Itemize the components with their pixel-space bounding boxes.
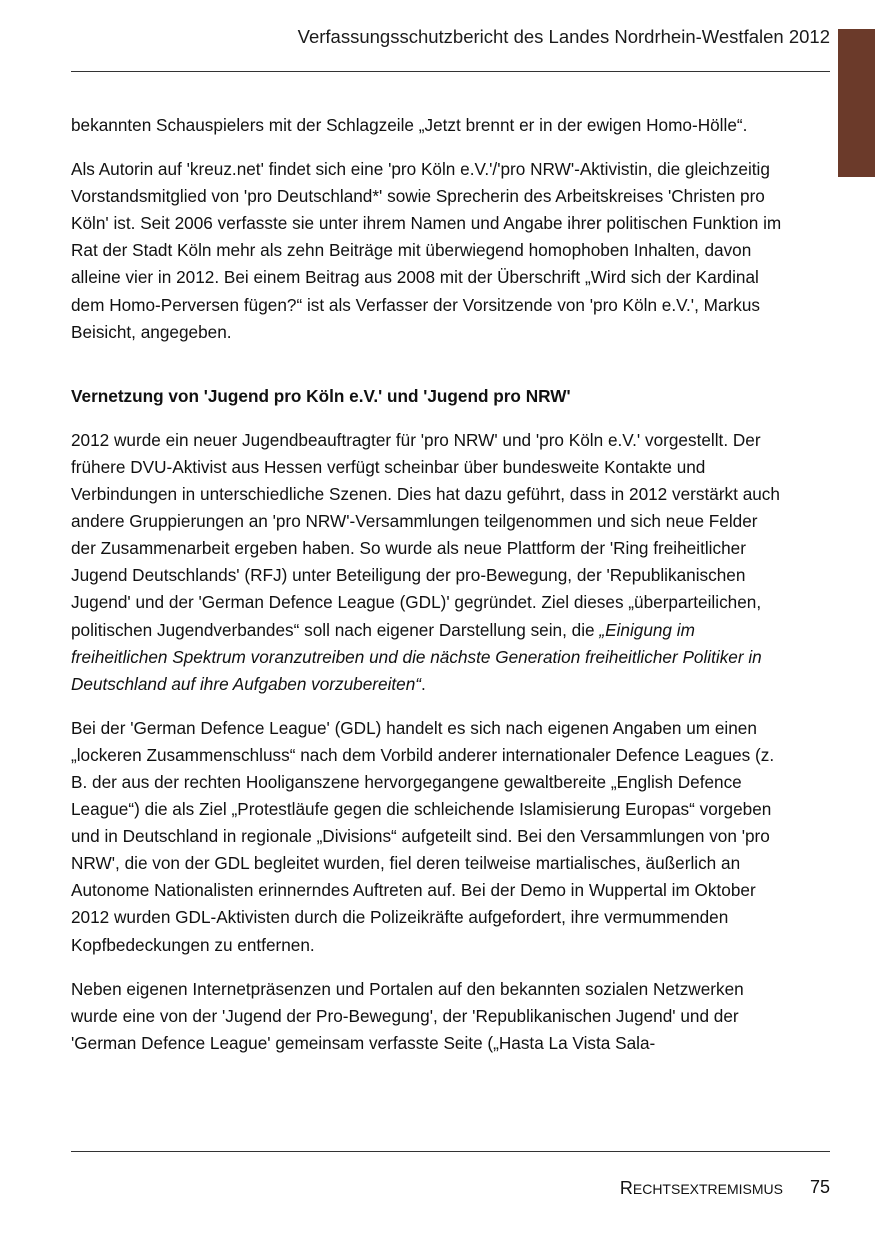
paragraph-3-text: 2012 wurde ein neuer Jugendbeauftragter für 'pro NRW' und 'pro Köln e.V.' vorgestellt. Der frühere DVU-Aktivist aus Hessen verfügt scheinbar über bundesweite Kontakte und Verbindungen in unterschiedliche Szenen. Dies hat dazu geführt, dass in 2012 verstärkt auch andere Gruppierungen an 'pro NRW'-Versammlungen teilgenommen und sich neue Felder der Zusammenarbeit ergeben haben. So wurde als neue Plattform der 'Ring freiheitlicher Jugend Deutschlands' (RFJ) unter Beteiligung der pro-Bewegung, der 'Republikanischen Jugend' und der 'German Defence League (GDL)' gegründet. Ziel dieses „überparteilichen, politischen Jugendverbandes“ soll nach eigener Darstellung sein, die — [71, 429, 780, 640]
paragraph-5: Neben eigenen Internetpräsenzen und Portalen auf den bekannten sozialen Netzwerken wurde eine von der 'Jugend der Pro-Bewegung', der 'Republikanischen Jugend' und der 'German Defence League' gemeinsam verfasste Seite („Hasta La Vista Sala- — [71, 978, 744, 1053]
paragraph-1: bekannten Schauspielers mit der Schlagzeile „Jetzt brennt er in der ewigen Homo-Hölle“. — [71, 115, 748, 135]
chapter-tab-marker — [838, 29, 875, 177]
header-title: Verfassungsschutzbericht des Landes Nordrhein-Westfalen 2012 — [297, 26, 830, 47]
section-heading: Vernetzung von 'Jugend pro Köln e.V.' und 'Jugend pro NRW' — [71, 385, 571, 406]
paragraph-2: Als Autorin auf 'kreuz.net' findet sich eine 'pro Köln e.V.'/'pro NRW'-Aktivistin, die gleichzeitig Vorstandsmitglied von 'pro Deutschland*' sowie Sprecherin des Arbeitskreises 'Christen pro Köln' ist. Seit 2006 verfasste sie unter ihrem Namen und Angabe ihrer politischen Funktion im Rat der Stadt Köln mehr als zehn Beiträge mit überwiegend homophoben Inhalten, davon alleine vier in 2012. Bei einem Beitrag aus 2008 mit der Überschrift „Wird sich der Kardinal dem Homo-Perversen fügen?“ ist als Verfasser der Vorsitzende von 'pro Köln e.V.', Markus Beisicht, angegeben. — [71, 159, 782, 342]
paragraph-4: Bei der 'German Defence League' (GDL) handelt es sich nach eigenen Angaben um einen „lockeren Zusammenschluss“ nach dem Vorbild anderer internationaler Defence Leagues (z. B. der aus der rechten Hooliganszene hervorgegangene gewaltbereite „English Defence League“) die als Ziel „Protestläufe gegen die schleichende Islamisierung Europas“ vorgeben und in Deutschland in regionale „Divisions“ aufgeteilt sind. Bei den Versammlungen von 'pro NRW', die von der GDL begleitet wurden, fiel deren teilweise martialisches, äußerlich an Autonome Nationalisten erinnerndes Auftreten auf. Bei der Demo in Wuppertal im Oktober 2012 wurden GDL-Aktivisten durch die Polizeikräfte aufgefordert, ihre vermummenden Kopfbedeckungen zu entfernen. — [71, 717, 775, 955]
page-content — [71, 112, 787, 1074]
paragraph-3 — [71, 427, 787, 698]
footer-section-initial: R — [619, 1178, 633, 1198]
footer-rule — [71, 1151, 830, 1152]
footer-section-rest: ECHTSEXTREMISMUS — [632, 1181, 783, 1197]
paragraph-3-end: . — [421, 673, 426, 694]
footer-section-title — [620, 1176, 783, 1201]
paragraph-3-quote: „Einigung im freiheitlichen Spektrum voranzutreiben und die nächste Generation freiheitlicher Politiker in Deutschland auf ihre Aufgaben vorzubereiten“ — [71, 619, 762, 694]
header-rule — [71, 71, 830, 72]
page-number: 75 — [809, 1177, 830, 1197]
